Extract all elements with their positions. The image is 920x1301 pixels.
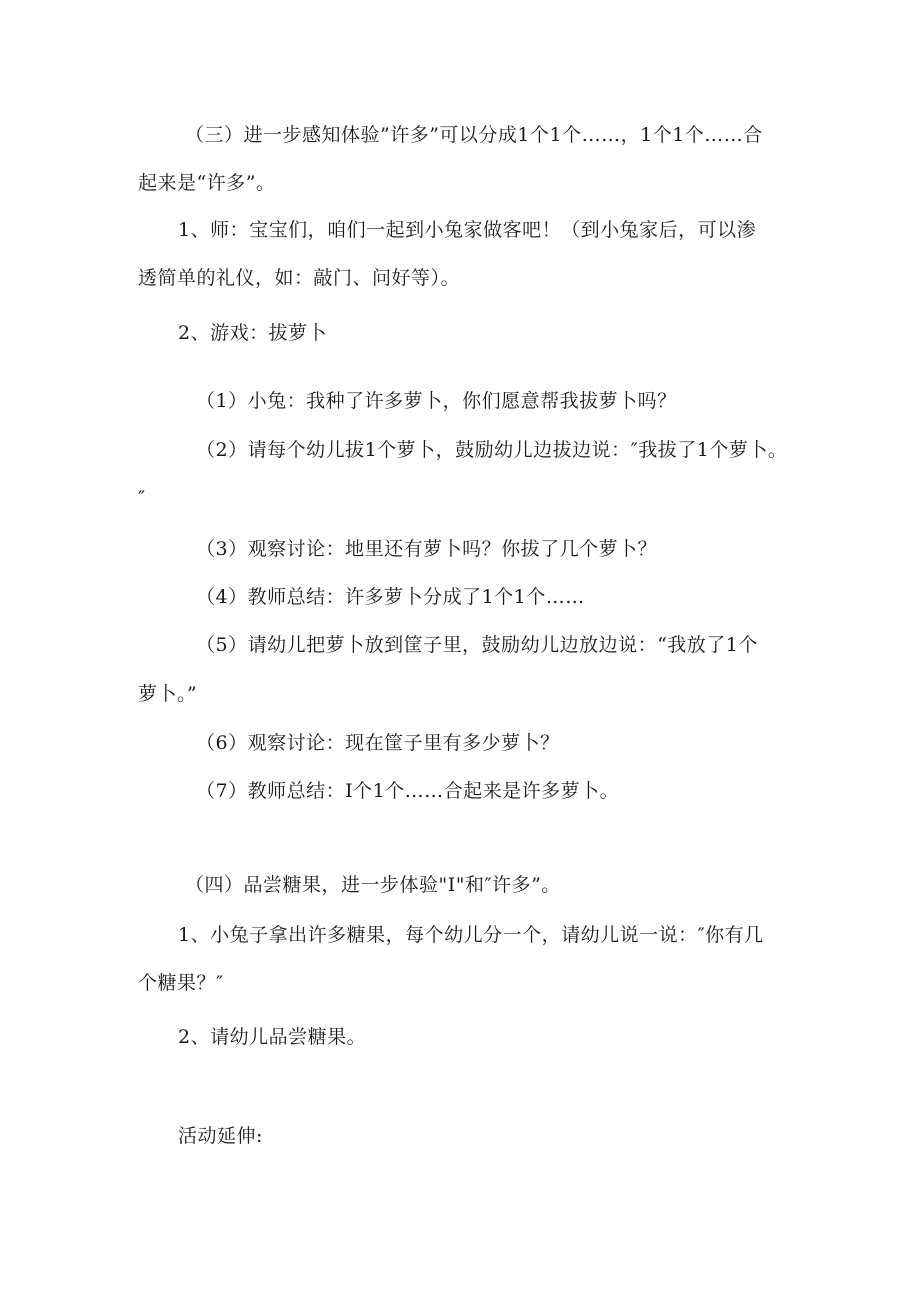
step-6: （6）观察讨论：现在筐子里有多少萝卜？ [196, 732, 560, 754]
section3-heading-line1: （三）进一步感知体验”许多”可以分成1个1个……，1个1个……合 [185, 124, 763, 146]
extension-label: 活动延伸: [178, 1125, 263, 1147]
section3-heading-line2: 起来是“许多”。 [138, 172, 276, 194]
step-5-line2: 萝卜。” [138, 683, 198, 705]
section4-item1-line1: 1、小兔子拿出许多糖果，每个幼儿分一个，请幼儿说一说：″你有几 [178, 924, 764, 946]
step-3: （3）观察讨论：地里还有萝卜吗？你拔了几个萝卜？ [196, 538, 658, 560]
step-7: （7）教师总结：I个1个……合起来是许多萝卜。 [196, 780, 620, 802]
section3-item1-line2: 透简单的礼仪，如：敲门、问好等）。 [138, 267, 461, 289]
step-4: （4）教师总结：许多萝卜分成了1个1个…… [196, 586, 585, 608]
section4-item1-line2: 个糖果？″ [138, 972, 224, 994]
section3-item2: 2、游戏：拔萝卜 [178, 322, 328, 344]
section3-item1-line1: 1、师：宝宝们，咱们一起到小兔家做客吧！（到小兔家后，可以渗 [178, 219, 757, 241]
section4-item2: 2、请幼儿品尝糖果。 [178, 1026, 367, 1048]
step-5-line1: （5）请幼儿把萝卜放到筐子里，鼓励幼儿边放边说：“我放了1个 [196, 634, 758, 656]
section4-heading: （四）品尝糖果，进一步体验"I"和″许多”。 [185, 874, 561, 896]
step-2-line2: ″ [138, 487, 146, 509]
step-1: （1）小兔：我种了许多萝卜，你们愿意帮我拔萝卜吗？ [196, 390, 677, 412]
step-2-line1: （2）请每个幼儿拔1个萝卜，鼓励幼儿边拔边说：″我拔了1个萝卜。 [196, 439, 788, 461]
